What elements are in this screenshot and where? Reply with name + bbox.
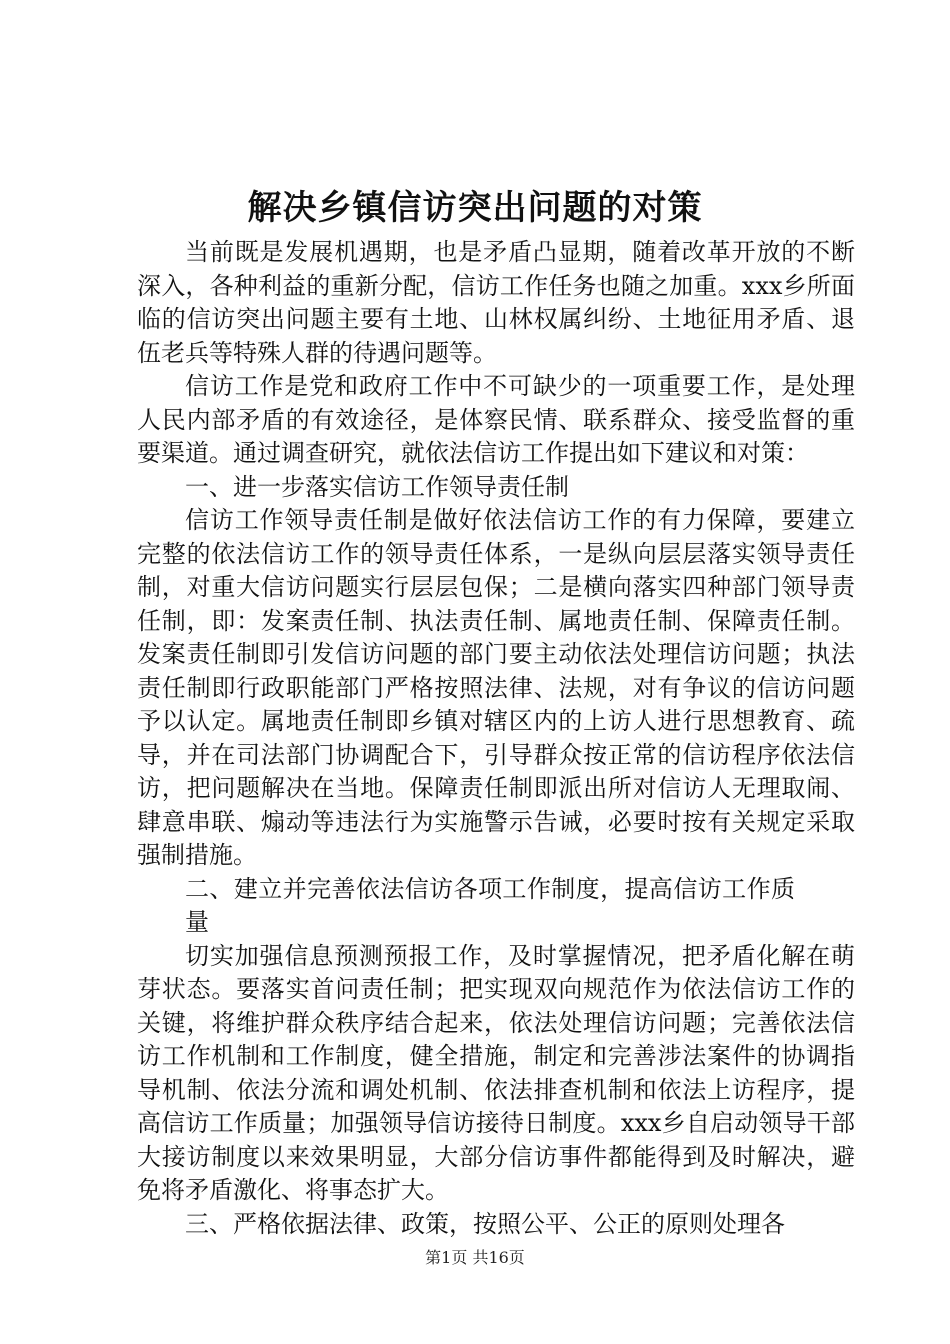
paragraph-responsibility: 信访工作领导责任制是做好依法信访工作的有力保障，要建立完整的依法信访工作的领导责任体系，一是纵向层层落实领导责任制，对重大信访问题实行层层包保；二是横向落实四种部门领导责任制，即：发案责任制、执法责任制、属地责任制、保障责任制。发案责任制即引发信访问题的部门要主动依法处理信访问题；执法责任制即行政职能部门严格按照法律、法规，对有争议的信访问题予以认定。属地责任制即乡镇对辖区内的上访人进行思想教育、疏导，并在司法部门协调配合下，引导群众按正常的信访程序依法信访，把问题解决在当地。保障责任制即派出所对信访人无理取闹、肆意串联、煽动等违法行为实施警示告诫，必要时按有关规定采取强制措施。 [137, 506, 855, 869]
document-title: 解决乡镇信访突出问题的对策 [247, 188, 703, 228]
paragraph-systems: 切实加强信息预测预报工作，及时掌握情况，把矛盾化解在萌芽状态。要落实首问责任制；把实现双向规范作为依法信访工作的关键，将维护群众秩序结合起来，依法处理信访问题；完善依法信访工作机制和工作制度，健全措施，制定和完善涉法案件的协调指导机制、依法分流和调处机制、依法排查机制和依法上访程序，提高信访工作质量；加强领导信访接待日制度。xxx乡自启动领导干部大接访制度以来效果明显，大部分信访事件都能得到及时解决，避免将矛盾激化、将事态扩大。 [137, 941, 855, 1204]
page-number: 第1页 共16页 [425, 1248, 525, 1267]
document-body [137, 236, 855, 1241]
paragraph-intro: 当前既是发展机遇期，也是矛盾凸显期，随着改革开放的不断深入，各种利益的重新分配，信访工作任务也随之加重。xxx乡所面临的信访突出问题主要有土地、山林权属纠纷、土地征用矛盾、退伍老兵等特殊人群的待遇问题等。 [137, 238, 855, 367]
section-heading-1: 一、进一步落实信访工作领导责任制 [185, 472, 569, 501]
paragraph-importance: 信访工作是党和政府工作中不可缺少的一项重要工作，是处理人民内部矛盾的有效途径，是体察民情、联系群众、接受监督的重要渠道。通过调查研究，就依法信访工作提出如下建议和对策： [137, 372, 855, 467]
section-heading-2: 二、建立并完善依法信访各项工作制度，提高信访工作质量 [185, 874, 795, 936]
section-heading-3-partial: 三、严格依据法律、政策，按照公平、公正的原则处理各 [185, 1209, 785, 1238]
